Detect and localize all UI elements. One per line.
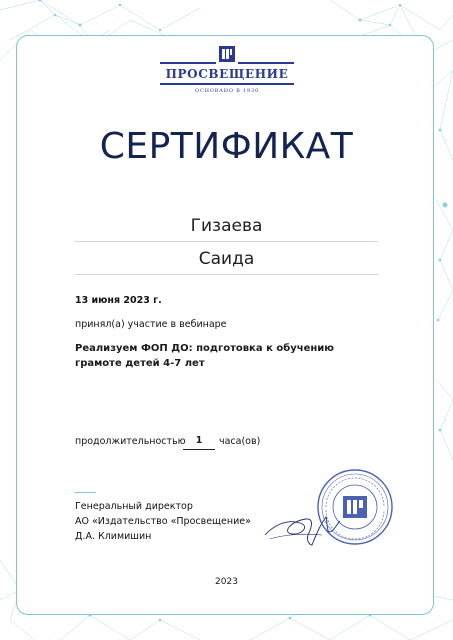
logo-rule-bottom <box>160 83 294 85</box>
official-stamp-icon <box>316 468 394 546</box>
brand-name: ПРОСВЕЩЕНИЕ <box>165 67 289 81</box>
duration-label: продолжительностью <box>75 436 186 447</box>
recipient-surname: Гизаева <box>75 216 378 242</box>
prosveshchenie-logo-icon <box>219 46 235 62</box>
publisher-logo <box>160 46 294 100</box>
signatory-position: Генеральный директор <box>75 501 193 512</box>
signature-divider <box>75 492 96 493</box>
logo-rule-right <box>238 62 294 64</box>
logo-rule-left <box>160 62 216 64</box>
participation-text: принял(а) участие в вебинаре <box>75 319 227 330</box>
certificate-date: 13 июня 2023 г. <box>75 295 162 306</box>
course-title: Реализуем ФОП ДО: подготовка к обучению грамоте детей 4-7 лет <box>75 343 334 369</box>
certificate-title: СЕРТИФИКАТ <box>99 126 354 167</box>
signatory-organization: АО «Издательство «Просвещение» <box>75 516 251 527</box>
duration-unit: часа(ов) <box>219 436 261 447</box>
footer-year: 2023 <box>215 577 238 587</box>
duration-value: 1 <box>183 435 215 450</box>
recipient-given-name: Саида <box>75 249 378 275</box>
brand-tagline: ОСНОВАНО В 1930 <box>195 88 259 94</box>
signatory-name: Д.А. Климишин <box>75 531 152 542</box>
